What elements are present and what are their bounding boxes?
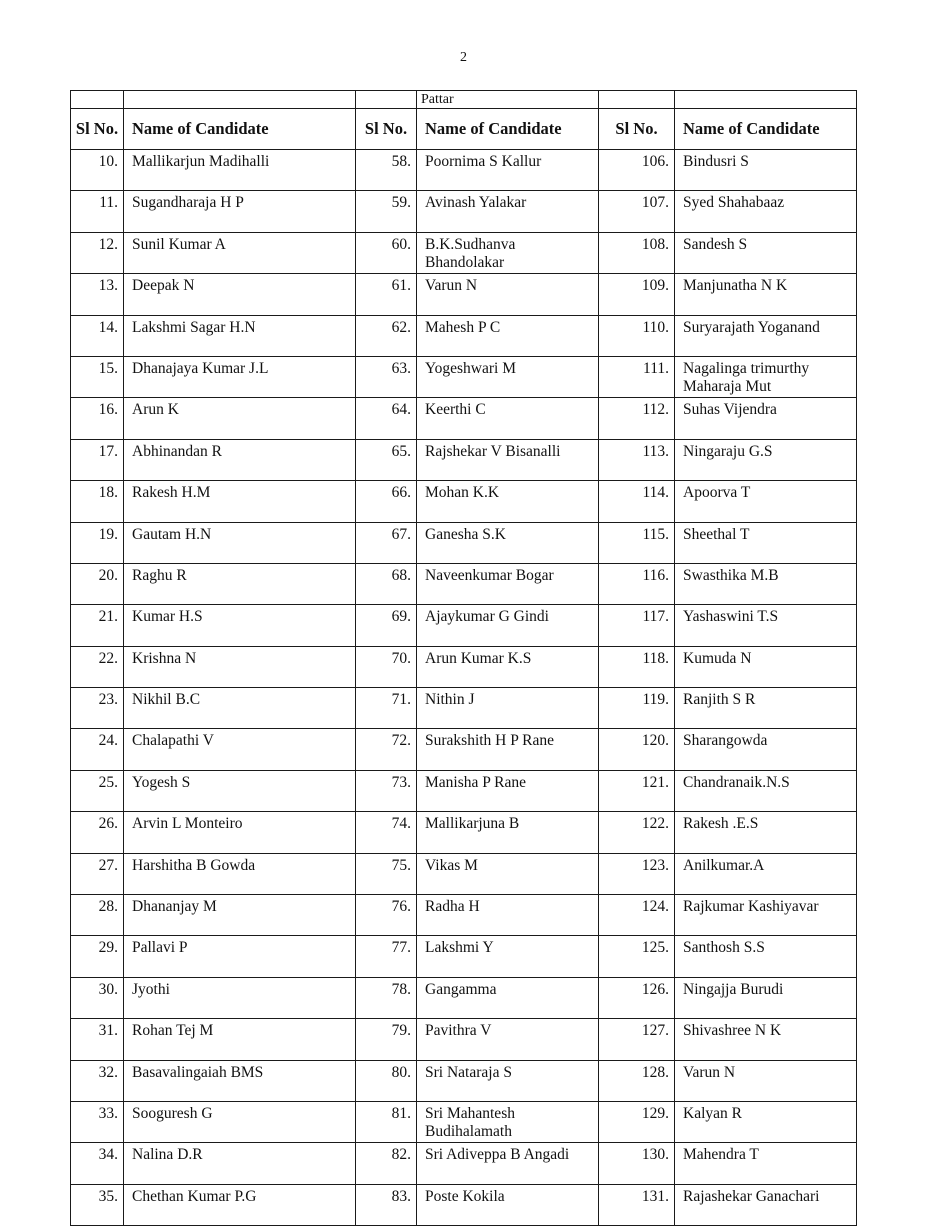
table-row [71, 729, 857, 770]
sl-number: 70. [356, 646, 417, 687]
sl-number: 26. [71, 812, 124, 853]
candidate-name: Rakesh .E.S [675, 812, 857, 853]
sl-number: 115. [599, 522, 675, 563]
candidate-table [70, 90, 857, 1226]
candidate-name: Deepak N [124, 274, 356, 315]
table-row [71, 191, 857, 232]
sl-number: 16. [71, 398, 124, 439]
sl-number: 15. [71, 356, 124, 397]
candidate-name: Jyothi [124, 977, 356, 1018]
sl-number: 59. [356, 191, 417, 232]
table-row [71, 770, 857, 811]
sl-number: 32. [71, 1060, 124, 1101]
candidate-name: Mahesh P C [417, 315, 599, 356]
sl-number: 18. [71, 481, 124, 522]
candidate-name: Chandranaik.N.S [675, 770, 857, 811]
sl-number: 83. [356, 1184, 417, 1225]
sl-number: 82. [356, 1143, 417, 1184]
empty-cell [599, 91, 675, 109]
sl-number: 106. [599, 150, 675, 191]
sl-number: 127. [599, 1019, 675, 1060]
candidate-name: Lakshmi Y [417, 936, 599, 977]
sl-number: 76. [356, 895, 417, 936]
candidate-name: Swasthika M.B [675, 563, 857, 604]
sl-number: 119. [599, 688, 675, 729]
candidate-name: Radha H [417, 895, 599, 936]
table-row [71, 1184, 857, 1225]
sl-number: 29. [71, 936, 124, 977]
table-row [71, 646, 857, 687]
sl-number: 112. [599, 398, 675, 439]
sl-number: 110. [599, 315, 675, 356]
table-row [71, 1019, 857, 1060]
sl-number: 71. [356, 688, 417, 729]
name-header: Name of Candidate [675, 109, 857, 150]
sl-no-header: Sl No. [356, 109, 417, 150]
candidate-name: Ningajja Burudi [675, 977, 857, 1018]
candidate-name: Bindusri S [675, 150, 857, 191]
candidate-name: Krishna N [124, 646, 356, 687]
candidate-name: Suhas Vijendra [675, 398, 857, 439]
table-row [71, 688, 857, 729]
table-row [71, 398, 857, 439]
candidate-name: Ranjith S R [675, 688, 857, 729]
sl-number: 122. [599, 812, 675, 853]
table-row [71, 356, 857, 397]
sl-number: 67. [356, 522, 417, 563]
candidate-name: Basavalingaiah BMS [124, 1060, 356, 1101]
candidate-name: Nagalinga trimurthy Maharaja Mut [675, 356, 857, 397]
table-row [71, 563, 857, 604]
candidate-name: Sandesh S [675, 232, 857, 273]
sl-number: 34. [71, 1143, 124, 1184]
sl-number: 128. [599, 1060, 675, 1101]
sl-number: 124. [599, 895, 675, 936]
table-row [71, 605, 857, 646]
table-row [71, 274, 857, 315]
sl-number: 72. [356, 729, 417, 770]
table-row [71, 439, 857, 480]
sl-no-header: Sl No. [599, 109, 675, 150]
header-row [71, 109, 857, 150]
sl-number: 10. [71, 150, 124, 191]
sl-number: 131. [599, 1184, 675, 1225]
candidate-name: Santhosh S.S [675, 936, 857, 977]
sl-number: 13. [71, 274, 124, 315]
candidate-name: Harshitha B Gowda [124, 853, 356, 894]
sl-number: 21. [71, 605, 124, 646]
table-row [71, 853, 857, 894]
candidate-name: Kalyan R [675, 1101, 857, 1142]
table-row [71, 232, 857, 273]
sl-number: 58. [356, 150, 417, 191]
candidate-name: Yashaswini T.S [675, 605, 857, 646]
candidate-name: Varun N [417, 274, 599, 315]
sl-number: 78. [356, 977, 417, 1018]
candidate-name: Keerthi C [417, 398, 599, 439]
table-row [71, 812, 857, 853]
table-row [71, 1101, 857, 1142]
sl-number: 20. [71, 563, 124, 604]
candidate-name: Suryarajath Yoganand [675, 315, 857, 356]
sl-number: 63. [356, 356, 417, 397]
candidate-name: Sooguresh G [124, 1101, 356, 1142]
candidate-name: Mahendra T [675, 1143, 857, 1184]
candidate-name: Kumuda N [675, 646, 857, 687]
candidate-name: Yogesh S [124, 770, 356, 811]
candidate-name: Rajashekar Ganachari [675, 1184, 857, 1225]
sl-number: 30. [71, 977, 124, 1018]
sl-number: 125. [599, 936, 675, 977]
sl-number: 68. [356, 563, 417, 604]
candidate-name: Sri Nataraja S [417, 1060, 599, 1101]
sl-number: 12. [71, 232, 124, 273]
sl-number: 69. [356, 605, 417, 646]
candidate-name: Rohan Tej M [124, 1019, 356, 1060]
continuation-note: Pattar [417, 91, 599, 109]
sl-number: 114. [599, 481, 675, 522]
candidate-name: Rajkumar Kashiyavar [675, 895, 857, 936]
name-header: Name of Candidate [417, 109, 599, 150]
candidate-name: Sunil Kumar A [124, 232, 356, 273]
sl-no-header: Sl No. [71, 109, 124, 150]
sl-number: 129. [599, 1101, 675, 1142]
candidate-name: Sharangowda [675, 729, 857, 770]
candidate-name: Manjunatha N K [675, 274, 857, 315]
sl-number: 25. [71, 770, 124, 811]
candidate-name: Sri Adiveppa B Angadi [417, 1143, 599, 1184]
sl-number: 17. [71, 439, 124, 480]
sl-number: 33. [71, 1101, 124, 1142]
candidate-name: Apoorva T [675, 481, 857, 522]
sl-number: 120. [599, 729, 675, 770]
sl-number: 79. [356, 1019, 417, 1060]
sl-number: 62. [356, 315, 417, 356]
sl-number: 64. [356, 398, 417, 439]
candidate-name: Naveenkumar Bogar [417, 563, 599, 604]
candidate-name: Raghu R [124, 563, 356, 604]
candidate-name: Chethan Kumar P.G [124, 1184, 356, 1225]
sl-number: 118. [599, 646, 675, 687]
candidate-name: Mallikarjuna B [417, 812, 599, 853]
candidate-name: Sugandharaja H P [124, 191, 356, 232]
candidate-name: Syed Shahabaaz [675, 191, 857, 232]
candidate-name: Mohan K.K [417, 481, 599, 522]
sl-number: 60. [356, 232, 417, 273]
empty-cell [71, 91, 124, 109]
candidate-name: Varun N [675, 1060, 857, 1101]
sl-number: 11. [71, 191, 124, 232]
candidate-name: Nithin J [417, 688, 599, 729]
candidate-name: Arun Kumar K.S [417, 646, 599, 687]
candidate-name: Sri Mahantesh Budihalamath [417, 1101, 599, 1142]
sl-number: 109. [599, 274, 675, 315]
candidate-name: B.K.Sudhanva Bhandolakar [417, 232, 599, 273]
candidate-name: Manisha P Rane [417, 770, 599, 811]
sl-number: 123. [599, 853, 675, 894]
page-number: 2 [460, 50, 467, 65]
candidate-name: Ningaraju G.S [675, 439, 857, 480]
sl-number: 73. [356, 770, 417, 811]
sl-number: 81. [356, 1101, 417, 1142]
sl-number: 28. [71, 895, 124, 936]
sl-number: 74. [356, 812, 417, 853]
sl-number: 130. [599, 1143, 675, 1184]
sl-number: 107. [599, 191, 675, 232]
candidate-name: Vikas M [417, 853, 599, 894]
candidate-name: Rakesh H.M [124, 481, 356, 522]
table-row [71, 1060, 857, 1101]
candidate-name: Sheethal T [675, 522, 857, 563]
sl-number: 24. [71, 729, 124, 770]
table-row [71, 1143, 857, 1184]
candidate-name: Kumar H.S [124, 605, 356, 646]
sl-number: 117. [599, 605, 675, 646]
table-row [71, 481, 857, 522]
sl-number: 23. [71, 688, 124, 729]
name-header: Name of Candidate [124, 109, 356, 150]
sl-number: 113. [599, 439, 675, 480]
candidate-name: Yogeshwari M [417, 356, 599, 397]
candidate-name: Nalina D.R [124, 1143, 356, 1184]
table-row [71, 977, 857, 1018]
candidate-name: Mallikarjun Madihalli [124, 150, 356, 191]
sl-number: 80. [356, 1060, 417, 1101]
table-row [71, 895, 857, 936]
candidate-name: Chalapathi V [124, 729, 356, 770]
table-row [71, 315, 857, 356]
candidate-name: Poste Kokila [417, 1184, 599, 1225]
empty-cell [124, 91, 356, 109]
candidate-name: Rajshekar V Bisanalli [417, 439, 599, 480]
sl-number: 77. [356, 936, 417, 977]
sl-number: 61. [356, 274, 417, 315]
candidate-name: Dhanajaya Kumar J.L [124, 356, 356, 397]
sl-number: 31. [71, 1019, 124, 1060]
empty-cell [675, 91, 857, 109]
sl-number: 108. [599, 232, 675, 273]
candidate-name: Avinash Yalakar [417, 191, 599, 232]
sl-number: 66. [356, 481, 417, 522]
empty-cell [356, 91, 417, 109]
candidate-name: Poornima S Kallur [417, 150, 599, 191]
candidate-name: Nikhil B.C [124, 688, 356, 729]
sl-number: 116. [599, 563, 675, 604]
candidate-name: Ajaykumar G Gindi [417, 605, 599, 646]
table-row [71, 936, 857, 977]
candidate-name: Abhinandan R [124, 439, 356, 480]
sl-number: 35. [71, 1184, 124, 1225]
candidate-name: Lakshmi Sagar H.N [124, 315, 356, 356]
table-row [71, 522, 857, 563]
candidate-name: Pavithra V [417, 1019, 599, 1060]
candidate-name: Shivashree N K [675, 1019, 857, 1060]
sl-number: 19. [71, 522, 124, 563]
sl-number: 111. [599, 356, 675, 397]
candidate-name: Ganesha S.K [417, 522, 599, 563]
continuation-row [71, 91, 857, 109]
sl-number: 27. [71, 853, 124, 894]
sl-number: 121. [599, 770, 675, 811]
candidate-name: Dhananjay M [124, 895, 356, 936]
candidate-name: Arvin L Monteiro [124, 812, 356, 853]
sl-number: 22. [71, 646, 124, 687]
table-row [71, 150, 857, 191]
candidate-name: Gautam H.N [124, 522, 356, 563]
candidate-name: Gangamma [417, 977, 599, 1018]
sl-number: 75. [356, 853, 417, 894]
sl-number: 126. [599, 977, 675, 1018]
candidate-name: Arun K [124, 398, 356, 439]
candidate-name: Surakshith H P Rane [417, 729, 599, 770]
candidate-name: Pallavi P [124, 936, 356, 977]
candidate-name: Anilkumar.A [675, 853, 857, 894]
sl-number: 65. [356, 439, 417, 480]
sl-number: 14. [71, 315, 124, 356]
